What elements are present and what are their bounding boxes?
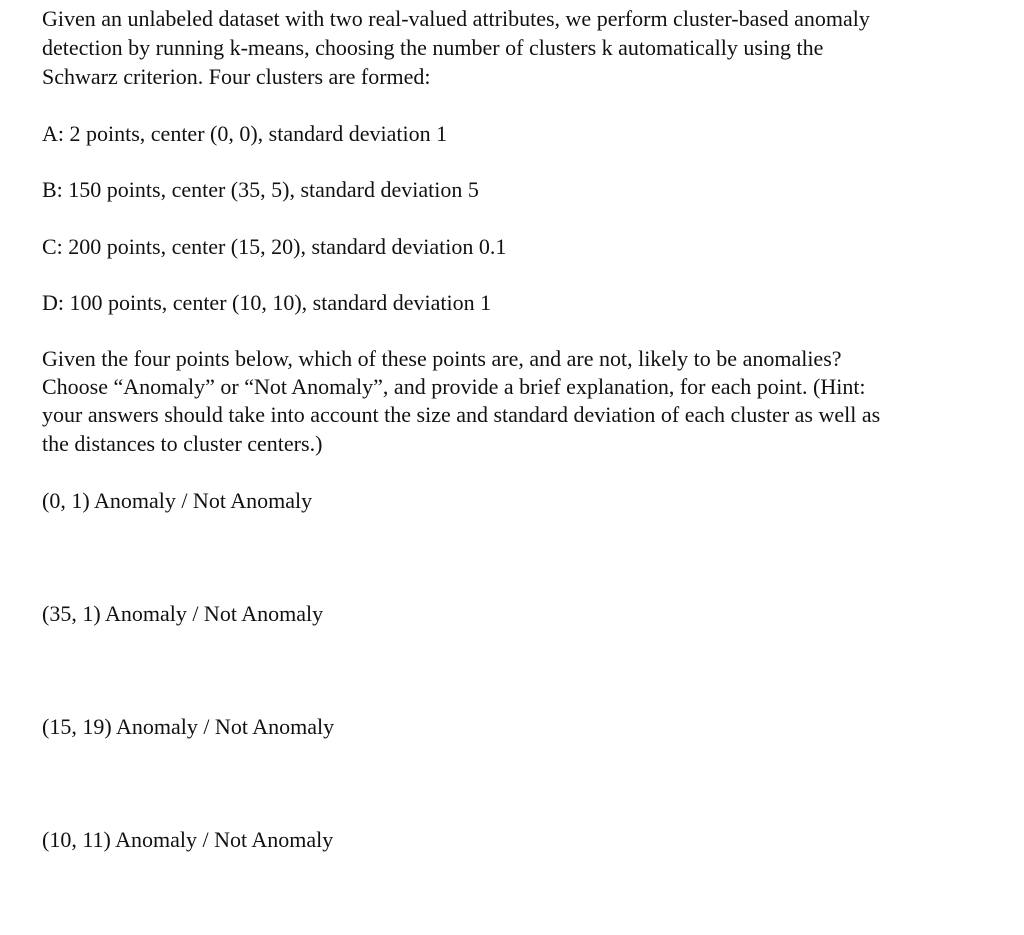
point-item-3: (15, 19) Anomaly / Not Anomaly [42, 714, 335, 739]
point-item-4: (10, 11) Anomaly / Not Anomaly [42, 827, 334, 852]
cluster-c: C: 200 points, center (15, 20), standard deviation 0.1 [42, 234, 507, 259]
cluster-b: B: 150 points, center (35, 5), standard deviation 5 [42, 177, 479, 202]
intro-line-3: Schwarz criterion. Four clusters are formed: [42, 64, 431, 89]
cluster-d: D: 100 points, center (10, 10), standard deviation 1 [42, 290, 492, 315]
question-line-2: Choose “Anomaly” or “Not Anomaly”, and provide a brief explanation, for each point. (Hint: [42, 374, 866, 399]
point-item-2: (35, 1) Anomaly / Not Anomaly [42, 601, 324, 626]
question-line-1: Given the four points below, which of these points are, and are not, likely to be anomalies? [42, 346, 842, 371]
intro-line-2: detection by running k-means, choosing the number of clusters k automatically using the [42, 35, 824, 60]
question-line-3: your answers should take into account the size and standard deviation of each cluster as well as [42, 402, 881, 427]
question-line-4: the distances to cluster centers.) [42, 431, 323, 456]
intro-line-1: Given an unlabeled dataset with two real-valued attributes, we perform cluster-based anomaly [42, 6, 870, 31]
point-item-1: (0, 1) Anomaly / Not Anomaly [42, 488, 313, 513]
cluster-a: A: 2 points, center (0, 0), standard deviation 1 [42, 121, 448, 146]
